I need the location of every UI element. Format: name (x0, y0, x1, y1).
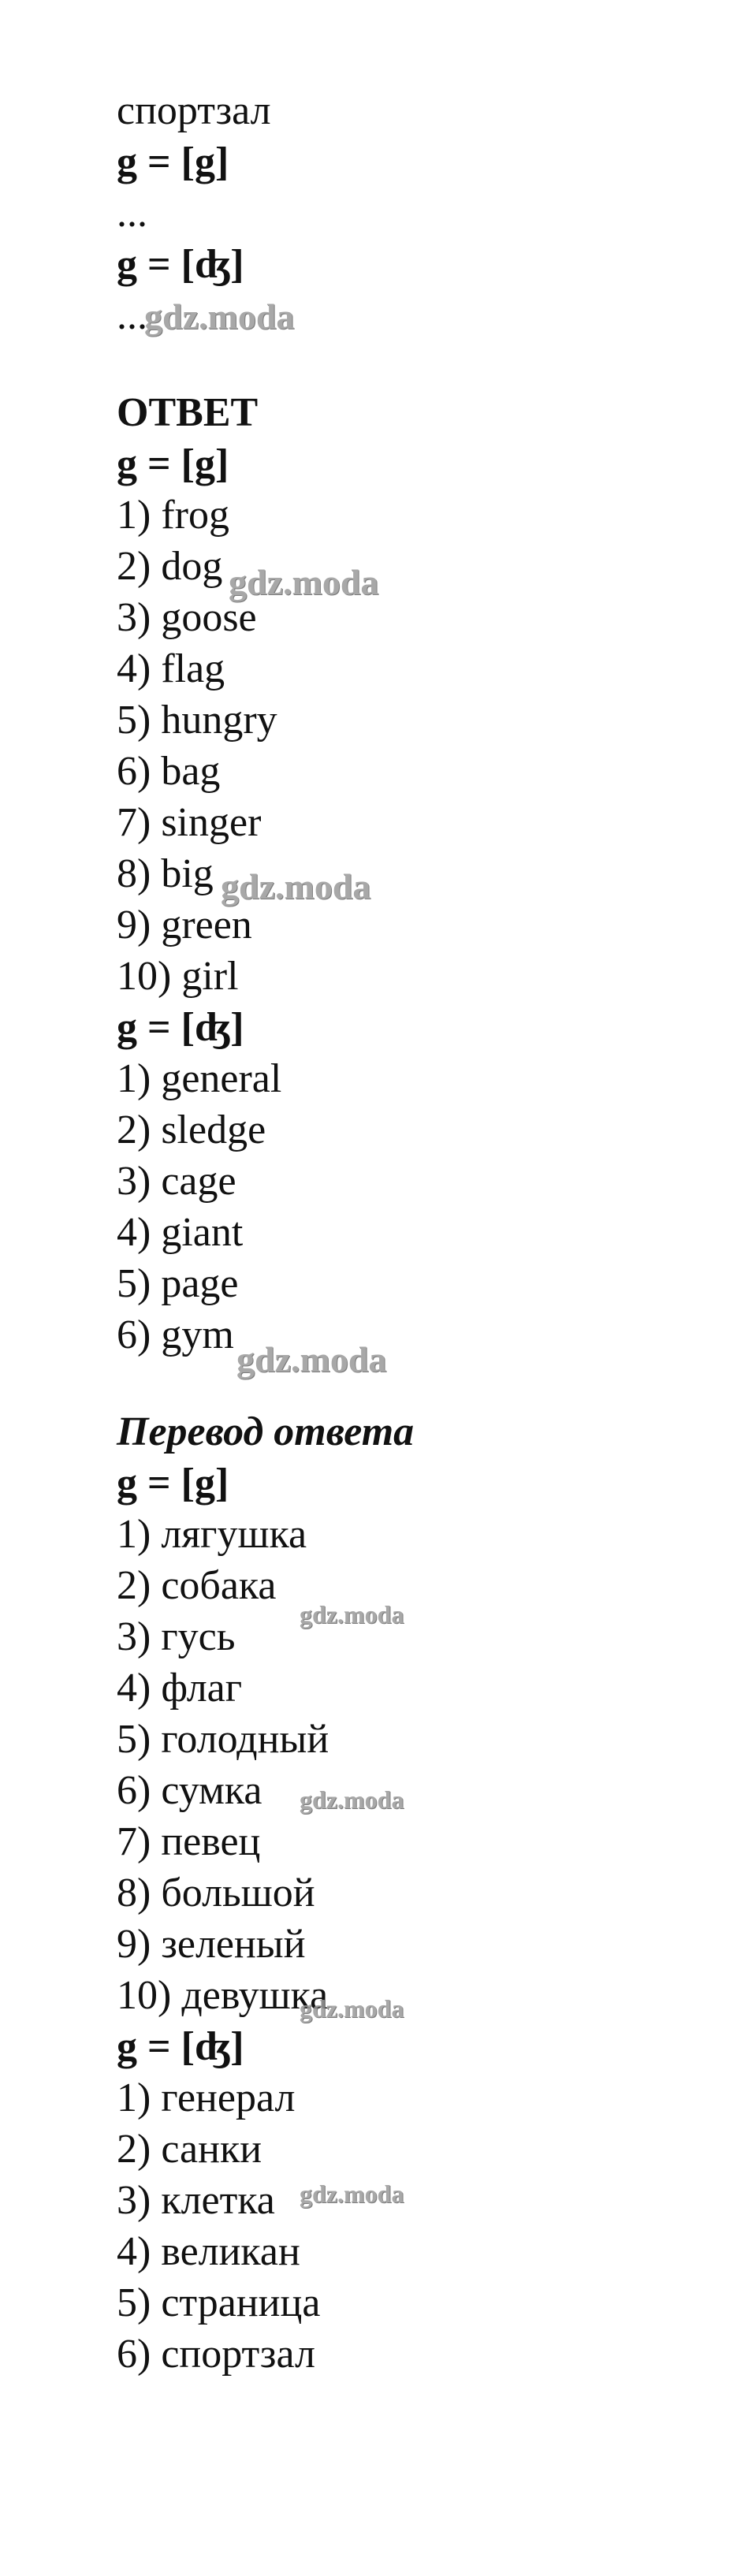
answer-heading: ОТВЕТ (117, 390, 259, 435)
intro-dz-header: g = [ʤ] (117, 242, 244, 287)
intro-g-header: g = [g] (117, 140, 229, 184)
watermark: gdz.moda (300, 1785, 404, 1814)
translation-g-item: 2) собака (117, 1563, 277, 1608)
answer-dz-item: 1) general (117, 1056, 282, 1101)
intro-line: спортзал (117, 88, 271, 133)
answer-g-item: 5) hungry (117, 698, 277, 743)
watermark: gdz.moda (144, 296, 295, 337)
watermark: gdz.moda (300, 2180, 404, 2208)
translation-dz-item: 5) страница (117, 2280, 321, 2325)
translation-g-item: 4) флаг (117, 1666, 243, 1711)
translation-g-item: 9) зеленый (117, 1922, 306, 1967)
answer-g-item: 1) frog (117, 493, 229, 538)
translation-dz-item: 1) генерал (117, 2075, 296, 2120)
answer-dz-header: g = [ʤ] (117, 1005, 244, 1050)
intro-ellipsis: ... (117, 191, 147, 236)
translation-g-item: 6) сумка (117, 1768, 262, 1813)
translation-g-item: 8) большой (117, 1871, 315, 1915)
document-page (117, 85, 716, 2380)
translation-dz-item: 2) санки (117, 2127, 262, 2172)
answer-g-header: g = [g] (117, 441, 229, 486)
watermark: gdz.moda (221, 866, 371, 906)
watermark: gdz.moda (300, 1600, 404, 1629)
watermark: gdz.moda (300, 1994, 404, 2023)
translation-g-item: 10) девушка (117, 1973, 329, 2018)
translation-g-item: 1) лягушка (117, 1512, 307, 1557)
answer-g-item: 3) goose (117, 595, 257, 640)
translation-dz-item: 4) великан (117, 2229, 300, 2274)
translation-g-item: 3) гусь (117, 1614, 236, 1659)
answer-g-item: 7) singer (117, 800, 262, 845)
answer-g-item: 4) flag (117, 646, 225, 691)
answer-g-item: 10) girl (117, 954, 239, 999)
watermark: gdz.moda (229, 562, 379, 602)
answer-g-item: 9) green (117, 903, 252, 947)
translation-g-header: g = [g] (117, 1461, 229, 1506)
translation-dz-item: 6) спортзал (117, 2332, 315, 2377)
translation-g-item: 7) певец (117, 1819, 261, 1864)
answer-g-item: 2) dog (117, 544, 223, 589)
answer-dz-item: 2) sledge (117, 1107, 266, 1152)
answer-dz-item: 3) cage (117, 1159, 236, 1204)
translation-g-item: 5) голодный (117, 1717, 329, 1762)
answer-g-item: 8) big (117, 851, 214, 896)
answer-dz-item: 5) page (117, 1261, 239, 1306)
answer-g-item: 6) bag (117, 749, 221, 794)
intro-ellipsis: ... (117, 293, 147, 338)
translation-dz-header: g = [ʤ] (117, 2024, 244, 2069)
answer-dz-item: 4) giant (117, 1210, 244, 1255)
answer-dz-item: 6) gym (117, 1312, 234, 1357)
watermark: gdz.moda (236, 1339, 387, 1379)
translation-dz-item: 3) клетка (117, 2178, 275, 2223)
translation-heading: Перевод ответа (117, 1409, 415, 1454)
